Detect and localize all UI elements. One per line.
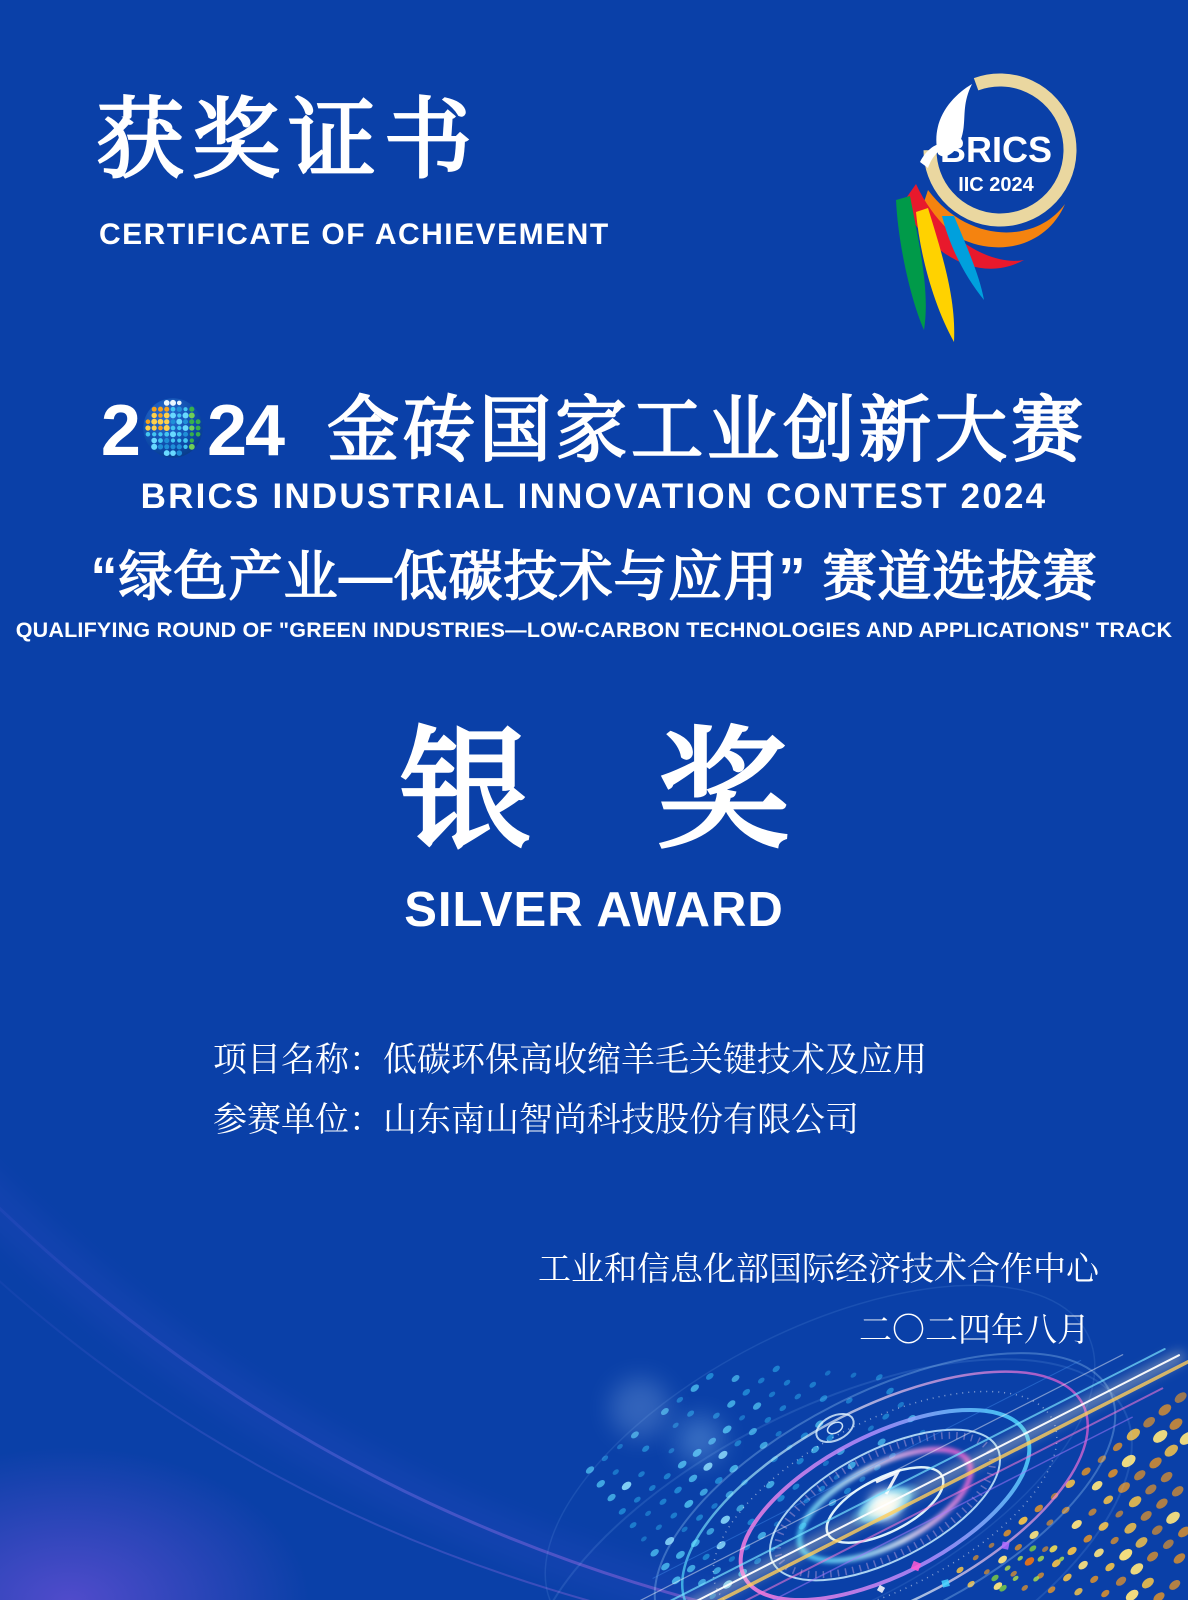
project-name-value: 低碳环保高收缩羊毛关键技术及应用 <box>383 1041 927 1079</box>
page-subtitle: CERTIFICATE OF ACHIEVEMENT <box>99 218 610 251</box>
tech-decoration <box>0 1140 1188 1600</box>
issuer: 工业和信息化部国际经济技术合作中心 <box>538 1250 1099 1287</box>
contest-title <box>0 391 1188 471</box>
participant-label: 参赛单位： <box>213 1100 383 1139</box>
award-details <box>213 1040 927 1160</box>
logo-text-brics: BRICS <box>939 129 1053 170</box>
contest-title-en: BRICS INDUSTRIAL INNOVATION CONTEST 2024 <box>140 477 1048 516</box>
award-name-cn: 银奖 <box>399 713 915 868</box>
logo-text-iic: IIC 2024 <box>958 174 1034 196</box>
track-title-cn: “绿色产业—低碳技术与应用” 赛道选拔赛 <box>90 547 1098 607</box>
project-name-label: 项目名称： <box>213 1041 383 1079</box>
globe-icon <box>140 395 206 461</box>
participant-row <box>213 1100 927 1141</box>
brics-iic-logo-icon <box>876 58 1088 346</box>
project-name-row <box>213 1040 927 1081</box>
page-title: 获奖证书 <box>96 90 481 189</box>
award-name-en: SILVER AWARD <box>404 883 784 937</box>
confetti-squares <box>877 1541 1010 1593</box>
participant-value: 山东南山智尚科技股份有限公司 <box>383 1100 859 1139</box>
contest-title-cn: 金砖国家工业创新大赛 <box>327 391 1088 471</box>
issue-date: 二〇二四年八月 <box>859 1311 1090 1348</box>
year-prefix: 2 <box>100 391 139 471</box>
year-suffix: 24 <box>206 391 284 471</box>
track-title-en: QUALIFYING ROUND OF "GREEN INDUSTRIES—LOW-CARBON TECHNOLOGIES AND APPLICATIONS" TRACK <box>15 618 1173 642</box>
